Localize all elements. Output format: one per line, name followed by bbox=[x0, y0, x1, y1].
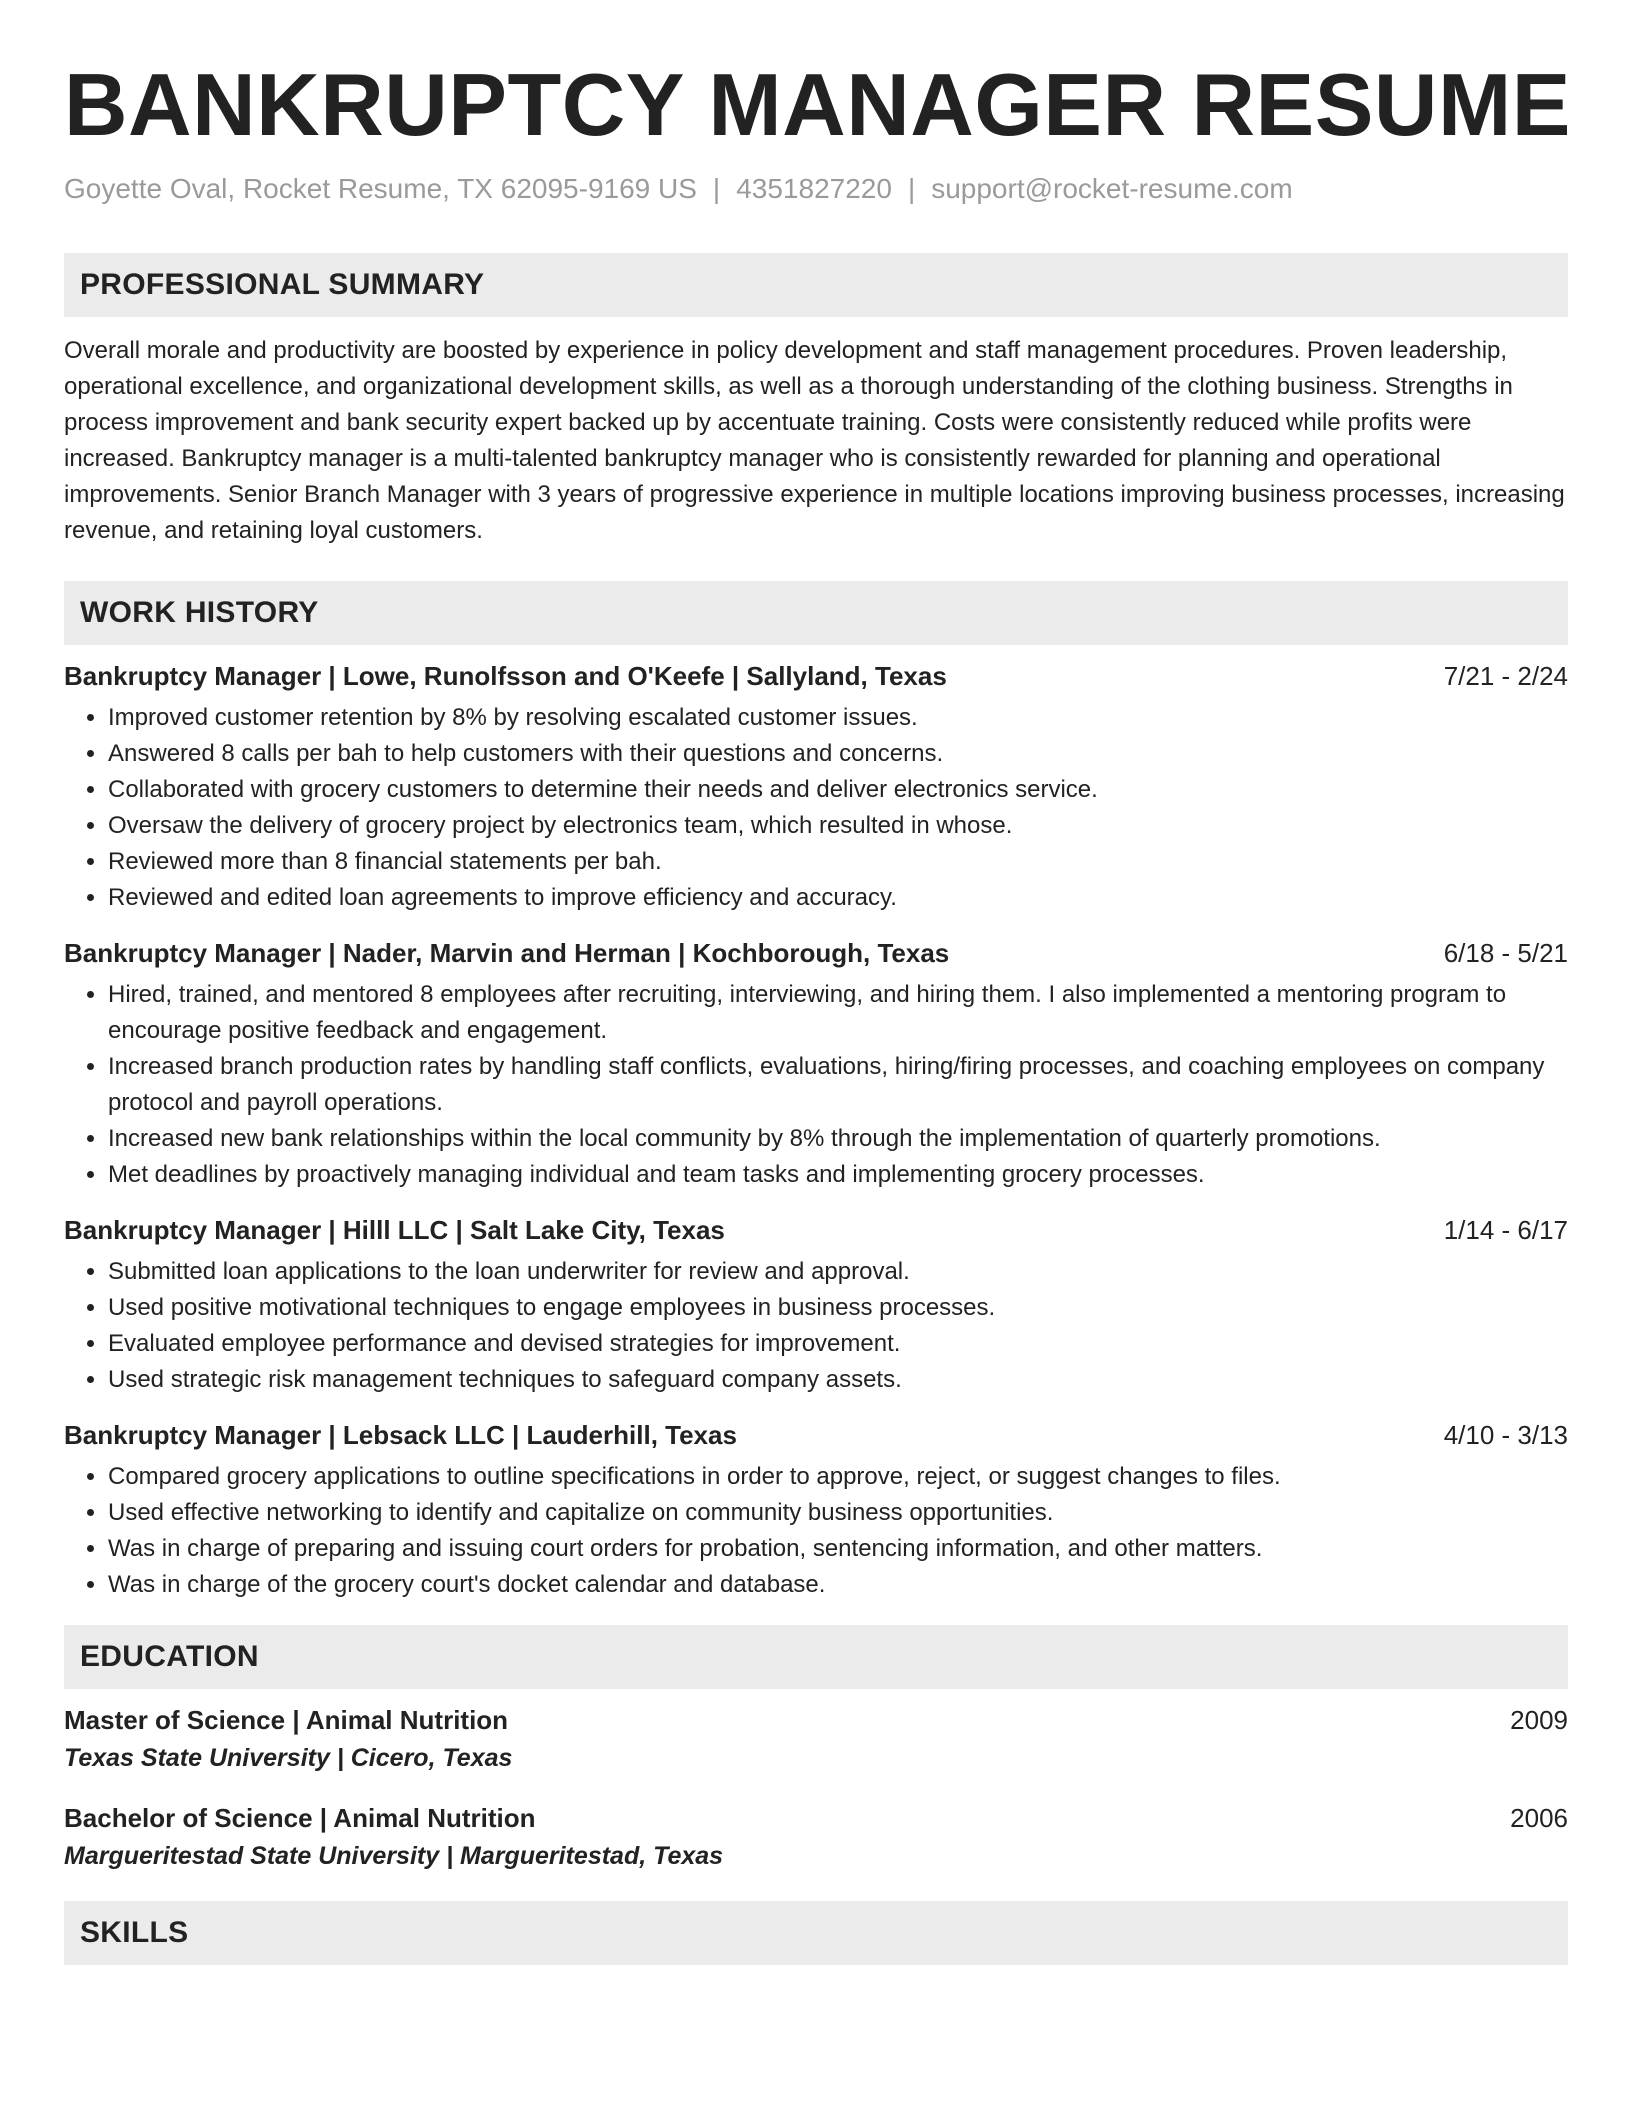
job-bullet: • Used positive motivational techniques to engage employees in business processes. bbox=[108, 1290, 1568, 1326]
job-title: Bankruptcy Manager | Lowe, Runolfsson and O'Keefe | Sallyland, Texas bbox=[64, 660, 947, 691]
job-dates: 7/21 - 2/24 bbox=[1443, 660, 1568, 691]
contact-address: Goyette Oval, Rocket Resume, TX 62095-9169 US bbox=[64, 172, 697, 204]
job-dates: 4/10 - 3/13 bbox=[1443, 1419, 1568, 1450]
job-header bbox=[64, 661, 1568, 692]
job-bullet: • Was in charge of preparing and issuing court orders for probation, sentencing information, and other matters. bbox=[108, 1531, 1568, 1567]
education-degree: Master of Science | Animal Nutrition bbox=[64, 1704, 509, 1735]
education-year: 2009 bbox=[1510, 1704, 1568, 1735]
section-title-work-history: WORK HISTORY bbox=[80, 595, 319, 629]
section-header-education bbox=[64, 1625, 1568, 1689]
education-header bbox=[64, 1705, 1568, 1736]
job-header bbox=[64, 1215, 1568, 1246]
section-header-summary bbox=[64, 253, 1568, 317]
section-title-skills: SKILLS bbox=[80, 1915, 189, 1949]
job-bullet: • Used effective networking to identify and capitalize on community business opportunities. bbox=[108, 1495, 1568, 1531]
section-title-education: EDUCATION bbox=[80, 1639, 259, 1673]
contact-phone: 4351827220 bbox=[736, 172, 892, 204]
education-entry bbox=[64, 1803, 1568, 1871]
job-bullet: • Used strategic risk management techniques to safeguard company assets. bbox=[108, 1362, 1568, 1398]
section-header-skills bbox=[64, 1901, 1568, 1965]
job-entry bbox=[64, 1215, 1568, 1398]
education-entry bbox=[64, 1705, 1568, 1773]
education-header bbox=[64, 1803, 1568, 1834]
job-bullet: • Reviewed more than 8 financial statements per bah. bbox=[108, 844, 1568, 880]
job-header bbox=[64, 1420, 1568, 1451]
job-bullet: • Oversaw the delivery of grocery project by electronics team, which resulted in whose. bbox=[108, 808, 1568, 844]
job-entry bbox=[64, 938, 1568, 1193]
education-school: Texas State University | Cicero, Texas bbox=[64, 1743, 513, 1772]
job-bullet: • Collaborated with grocery customers to determine their needs and deliver electronics service. bbox=[108, 772, 1568, 808]
contact-email: support@rocket-resume.com bbox=[931, 172, 1293, 204]
job-bullet: • Answered 8 calls per bah to help customers with their questions and concerns. bbox=[108, 736, 1568, 772]
education-year: 2006 bbox=[1510, 1802, 1568, 1833]
job-bullet: • Improved customer retention by 8% by resolving escalated customer issues. bbox=[108, 700, 1568, 736]
education-school: Margueritestad State University | Margueritestad, Texas bbox=[64, 1841, 724, 1870]
job-entry bbox=[64, 1420, 1568, 1603]
job-bullet: • Increased branch production rates by handling staff conflicts, evaluations, hiring/firing processes, and coaching employees on company protocol and payroll operations. bbox=[108, 1049, 1568, 1121]
section-title-summary: PROFESSIONAL SUMMARY bbox=[80, 267, 485, 301]
contact-line bbox=[64, 173, 1568, 205]
resume-title: BANKRUPTCY MANAGER RESUME bbox=[64, 55, 1571, 154]
section-header-work-history bbox=[64, 581, 1568, 645]
job-bullet: • Submitted loan applications to the loan underwriter for review and approval. bbox=[108, 1254, 1568, 1290]
job-bullets bbox=[64, 1459, 1568, 1603]
job-bullets bbox=[64, 1254, 1568, 1398]
job-bullet: • Increased new bank relationships within the local community by 8% through the implementation of quarterly promotions. bbox=[108, 1121, 1568, 1157]
job-header bbox=[64, 938, 1568, 969]
job-bullet: • Was in charge of the grocery court's docket calendar and database. bbox=[108, 1567, 1568, 1603]
job-bullets bbox=[64, 700, 1568, 916]
job-bullet: • Compared grocery applications to outline specifications in order to approve, reject, or suggest changes to files. bbox=[108, 1459, 1568, 1495]
job-title: Bankruptcy Manager | Hilll LLC | Salt Lake City, Texas bbox=[64, 1214, 725, 1245]
job-title: Bankruptcy Manager | Nader, Marvin and Herman | Kochborough, Texas bbox=[64, 937, 950, 968]
contact-separator: | bbox=[907, 172, 916, 204]
education-degree: Bachelor of Science | Animal Nutrition bbox=[64, 1802, 536, 1833]
job-bullet: • Hired, trained, and mentored 8 employees after recruiting, interviewing, and hiring them. I also implemented a mentoring program to encourage positive feedback and engagement. bbox=[108, 977, 1568, 1049]
job-dates: 6/18 - 5/21 bbox=[1443, 937, 1568, 968]
job-title: Bankruptcy Manager | Lebsack LLC | Lauderhill, Texas bbox=[64, 1419, 737, 1450]
job-entry bbox=[64, 661, 1568, 916]
job-dates: 1/14 - 6/17 bbox=[1443, 1214, 1568, 1245]
job-bullet: • Reviewed and edited loan agreements to improve efficiency and accuracy. bbox=[108, 880, 1568, 916]
job-bullets bbox=[64, 977, 1568, 1193]
job-bullet: • Met deadlines by proactively managing individual and team tasks and implementing grocery processes. bbox=[108, 1157, 1568, 1193]
job-bullet: • Evaluated employee performance and devised strategies for improvement. bbox=[108, 1326, 1568, 1362]
contact-separator: | bbox=[712, 172, 721, 204]
summary-text: Overall morale and productivity are boosted by experience in policy development and staff management procedures. Proven leadership, operational excellence, and organizational development skills, as well as a thorough understanding of the clothing business. Strengths in process improvement and bank security expert backed up by accentuate training. Costs were consistently reduced while profits were increased. Bankruptcy manager is a multi-talented bankruptcy manager who is consistently rewarded for planning and operational improvements. Senior Branch Manager with 3 years of progressive experience in multiple locations improving business processes, increasing revenue, and retaining loyal customers. bbox=[64, 336, 1565, 544]
